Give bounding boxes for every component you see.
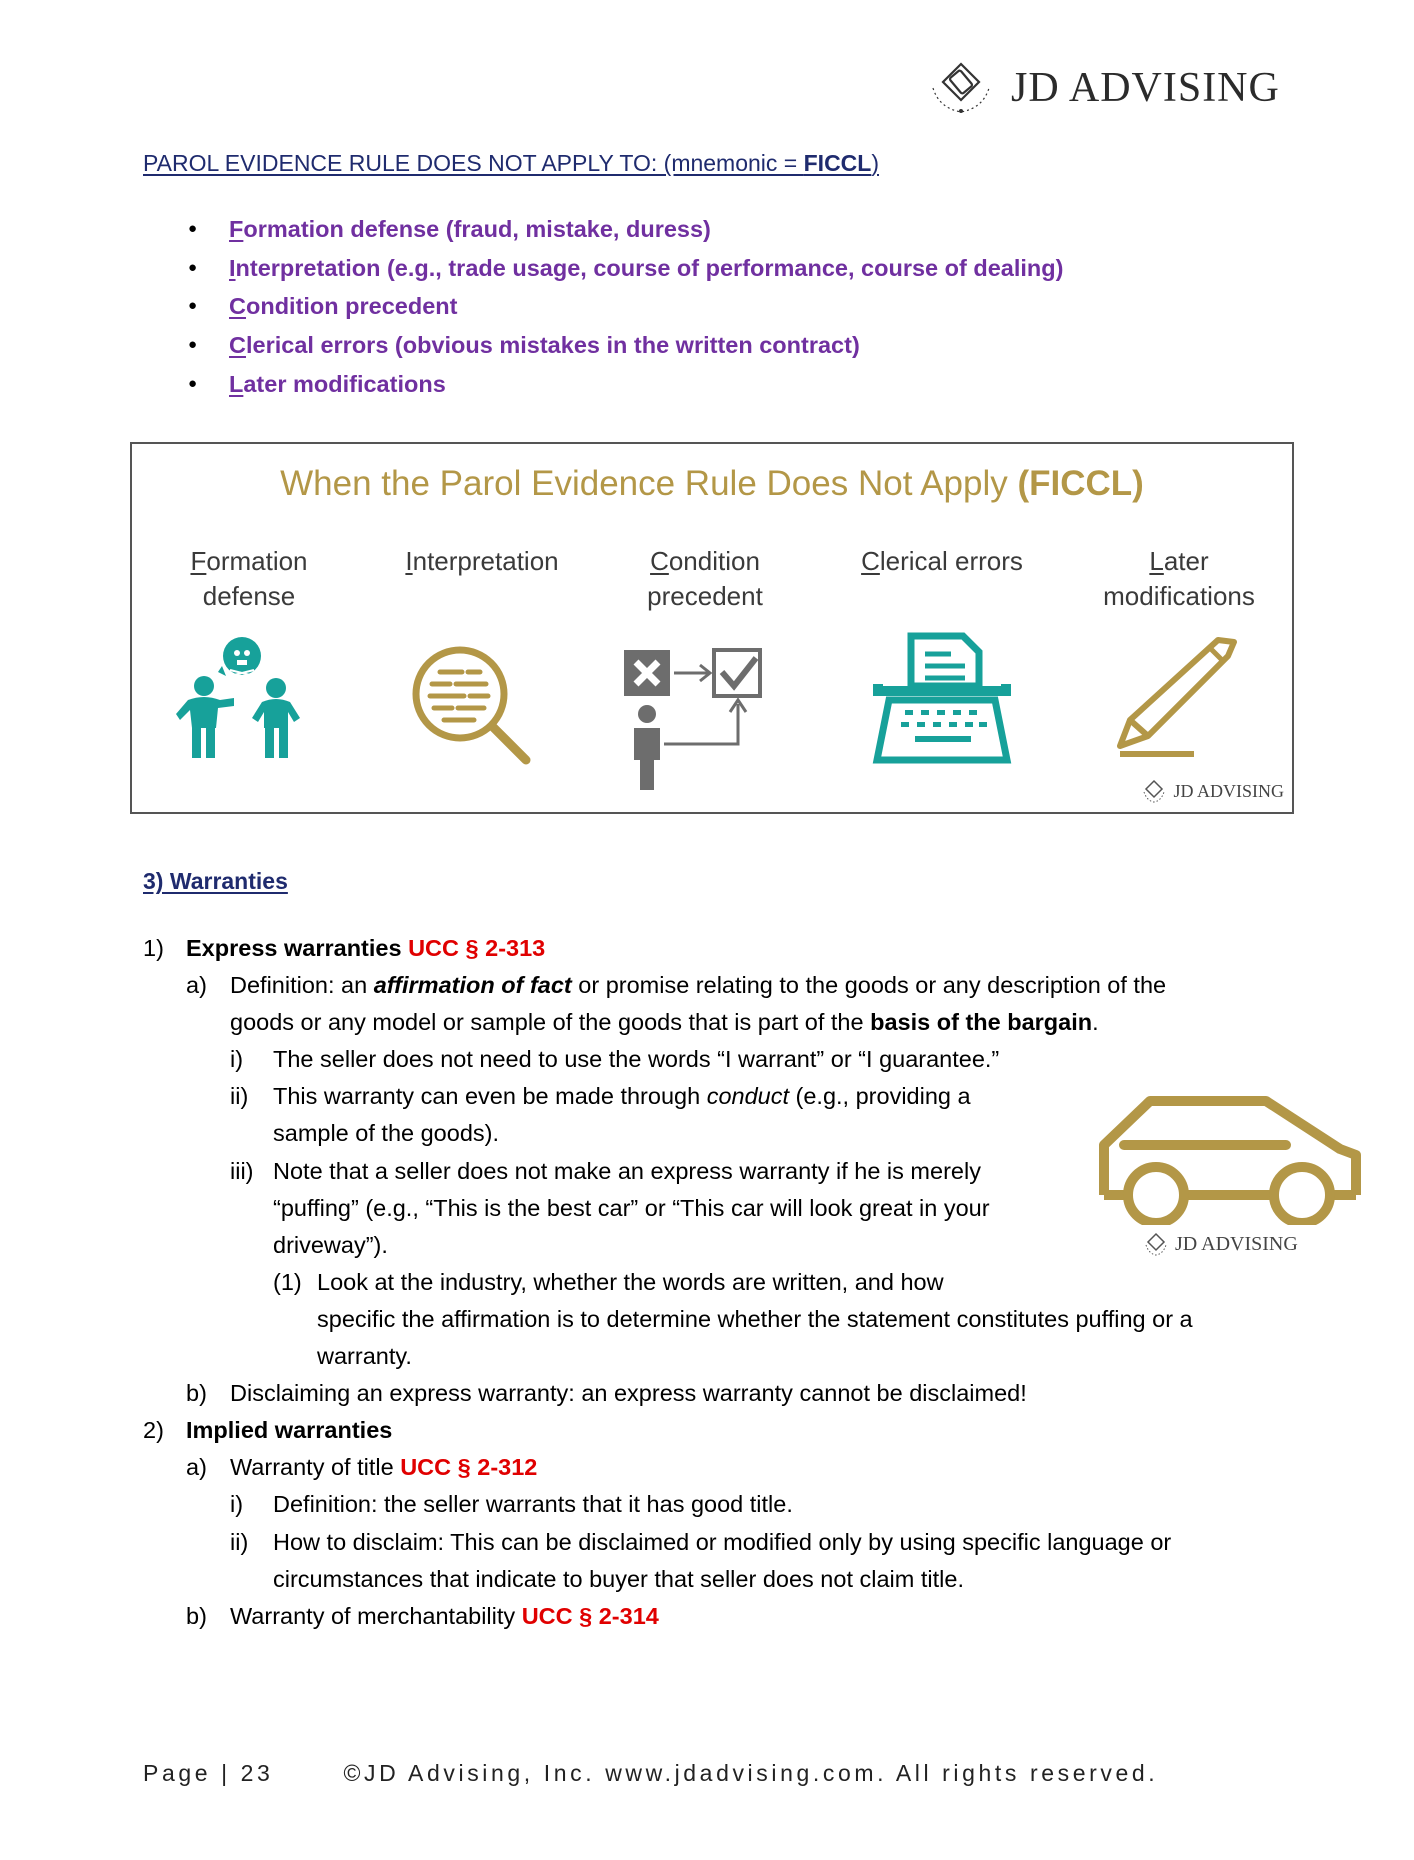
item-initial: L (229, 370, 244, 397)
infographic-title-text: When the Parol Evidence Rule Does Not Apply (280, 464, 1018, 503)
column-text: nterpretation (412, 546, 559, 576)
pencil-icon (1110, 634, 1240, 764)
column-formation (134, 544, 364, 614)
list-item (188, 329, 1063, 368)
column-label (134, 544, 364, 614)
express-definition-line2 (230, 1006, 1099, 1038)
express-ii-text (273, 1080, 971, 1112)
list-roman: iii) (230, 1158, 254, 1184)
ucc-citation: UCC § 2-312 (400, 1454, 538, 1480)
infographic-brand-name: JD ADVISING (1173, 780, 1284, 801)
ucc-citation: UCC § 2-313 (408, 935, 546, 961)
implied-ii-line2: circumstances that indicate to buyer that seller does not claim title. (273, 1566, 964, 1592)
text-span: goods or any model or sample of the goods that is part of the (230, 1009, 871, 1035)
implied-label: Implied warranties (186, 1417, 393, 1443)
item-initial: F (229, 216, 244, 242)
list-roman: ii) (230, 1083, 249, 1109)
gavel-seal-icon (1143, 1231, 1169, 1257)
column-initial: L (1149, 546, 1164, 576)
item-text: ater modifications (243, 370, 446, 397)
copyright: ©JD Advising, Inc. www.jdadvising.com. All rights reserved. (343, 1760, 1159, 1786)
column-initial: F (190, 546, 207, 576)
column-text: lerical errors (879, 546, 1023, 576)
column-text: ater modifications (1103, 546, 1255, 611)
item-text: ormation defense (fraud, mistake, duress) (243, 216, 711, 242)
magnifying-glass-icon (402, 640, 542, 770)
page-footer (143, 1760, 1158, 1787)
condition-flow-icon (620, 644, 780, 794)
item-text: ondition precedent (245, 293, 458, 320)
list-roman: i) (230, 1491, 244, 1517)
list-item (188, 368, 1063, 407)
text-span: or promise relating to the goods or any description of the (571, 972, 1167, 998)
conduct-em: conduct (706, 1083, 789, 1109)
list-sub-number: (1) (273, 1269, 302, 1295)
column-initial: C (861, 546, 880, 576)
list-item (188, 213, 1063, 252)
car-icon (1090, 1085, 1370, 1225)
express-label: Express warranties (186, 935, 409, 961)
item-initial: C (229, 293, 246, 320)
list-letter: b) (186, 1380, 207, 1406)
ficcl-list (188, 213, 1063, 406)
list-item (188, 252, 1063, 291)
text-span: Definition: an (230, 972, 374, 998)
column-label (1064, 544, 1294, 614)
list-number: 1) (143, 935, 164, 961)
item-text: nterpretation (e.g., trade usage, course of performance, course of dealing) (235, 254, 1064, 281)
ficcl-infographic (130, 442, 1294, 814)
column-clerical (827, 544, 1057, 579)
affirmation-of-fact: affirmation of fact (373, 972, 572, 998)
column-label (590, 544, 820, 614)
express-definition-text (230, 969, 1166, 1001)
list-number: 2) (143, 1417, 164, 1443)
text-span: This warranty can even be made through (273, 1083, 707, 1109)
basis-of-bargain: basis of the bargain (870, 1009, 1093, 1035)
parol-heading-mnemonic: FICCL (803, 150, 872, 176)
express-sub1-line2: specific the affirmation is to determine whether the statement constitutes puffing or a (317, 1306, 1193, 1332)
implied-i-text: Definition: the seller warrants that it has good title. (273, 1491, 793, 1517)
ucc-citation: UCC § 2-314 (521, 1603, 659, 1629)
item-initial: I (229, 254, 236, 281)
infographic-title (132, 464, 1292, 504)
infographic-title-bold: (FICCL) (1017, 464, 1144, 503)
express-b-text: Disclaiming an express warranty: an express warranty cannot be disclaimed! (230, 1380, 1027, 1406)
express-iii-line2: “puffing” (e.g., “This is the best car” or “This car will look great in your (273, 1195, 990, 1221)
list-roman: i) (230, 1046, 244, 1072)
list-roman: ii) (230, 1529, 249, 1555)
express-sub1-line3: warranty. (317, 1343, 412, 1369)
column-initial: I (405, 546, 413, 576)
express-iii-text: Note that a seller does not make an express warranty if he is merely (273, 1158, 981, 1184)
list-letter: b) (186, 1603, 207, 1629)
list-letter: a) (186, 972, 207, 998)
people-arguing-icon (170, 632, 310, 762)
implied-ii-text: How to disclaim: This can be disclaimed or modified only by using specific language or (273, 1529, 1172, 1555)
brand-name: JD ADVISING (1011, 65, 1280, 111)
page-number: Page | 23 (143, 1760, 274, 1786)
express-i-text: The seller does not need to use the words “I warrant” or “I guarantee.” (273, 1046, 1000, 1072)
text-span: Warranty of title (230, 1454, 401, 1480)
parol-heading-prefix: PAROL EVIDENCE RULE DOES NOT APPLY TO: (mnemonic = (143, 150, 804, 176)
gavel-seal-icon (925, 58, 997, 118)
gavel-seal-icon (1141, 778, 1167, 804)
list-letter: a) (186, 1454, 207, 1480)
warranties-heading: 3) Warranties (143, 868, 288, 894)
text-span: Warranty of merchantability (230, 1603, 522, 1629)
implied-a-text (230, 1451, 537, 1483)
parol-heading-suffix: ) (871, 150, 880, 176)
car-logo (1143, 1231, 1298, 1257)
infographic-logo (1141, 778, 1284, 804)
item-initial: C (229, 332, 246, 359)
column-label (827, 544, 1057, 579)
express-warranties-label (186, 932, 545, 964)
column-initial: C (650, 546, 669, 576)
text-span: (e.g., providing a (789, 1083, 971, 1109)
column-condition (590, 544, 820, 614)
column-text: ormation defense (202, 546, 308, 611)
column-later (1064, 544, 1294, 614)
item-text: lerical errors (obvious mistakes in the written contract) (245, 332, 860, 359)
car-logo-brand-name: JD ADVISING (1175, 1232, 1298, 1255)
column-interpretation (367, 544, 597, 579)
parol-heading (143, 150, 879, 177)
header-logo (925, 58, 1280, 118)
column-label (367, 544, 597, 579)
express-sub1-text: Look at the industry, whether the words are written, and how (317, 1269, 944, 1295)
typewriter-icon (867, 630, 1017, 770)
express-ii-line2: sample of the goods). (273, 1120, 499, 1146)
column-text: ondition precedent (647, 546, 763, 611)
text-span: . (1092, 1009, 1099, 1035)
express-iii-line3: driveway”). (273, 1232, 388, 1258)
implied-b-text (230, 1600, 659, 1632)
list-item (188, 290, 1063, 329)
